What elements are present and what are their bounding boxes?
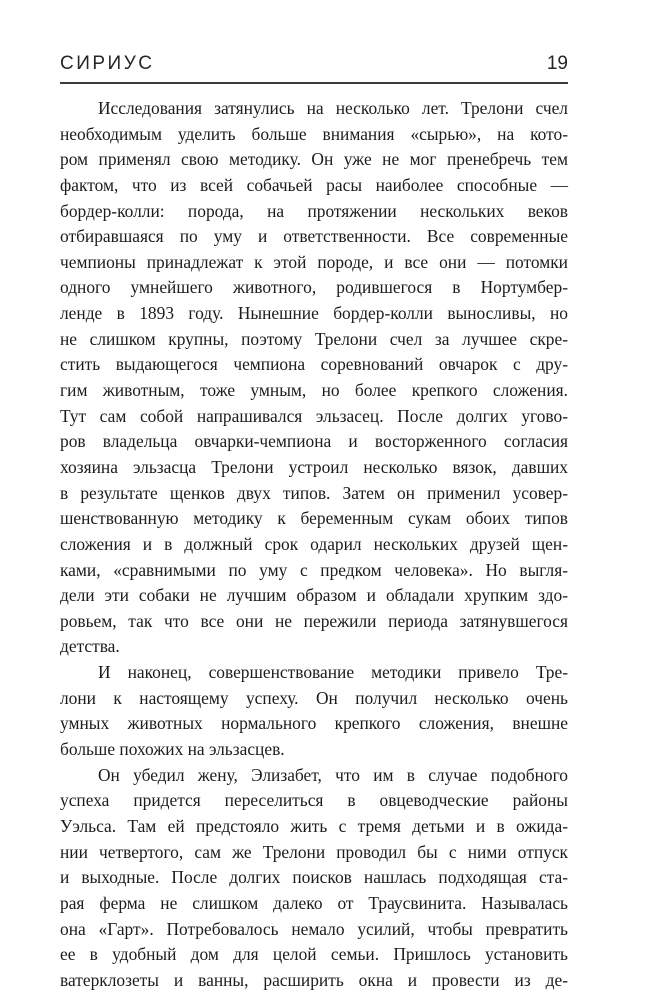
text-line: Исследования затянулись на несколько лет. Трелони счел (98, 98, 568, 118)
text-line: отбиравшаяся по уму и ответственности. Все современные (60, 226, 568, 247)
text-line: Тут сам собой напрашивался эльзасец. После долгих угово- (60, 405, 568, 426)
page-body-text (60, 96, 568, 993)
text-line: в результате щенков двух типов. Затем он применил усовер- (60, 482, 568, 503)
text-line: фактом, что из всей собачьей расы наиболее способные — (60, 174, 568, 195)
text-line: шенствованную методику к беременным сукам обоих типов (60, 508, 568, 529)
paragraph (60, 763, 568, 994)
running-header (60, 42, 568, 84)
text-line: не слишком крупны, поэтому Трелони счел за лучшее скре- (60, 328, 568, 349)
text-line: ками, «сравнимыми по уму с предком человека». Но выгля- (60, 559, 568, 580)
text-line: и выходные. После долгих поисков нашлась подходящая ста- (60, 867, 568, 888)
text-line: ров владельца овчарки-чемпиона и восторженного согласия (60, 431, 568, 452)
text-line: гим животным, тоже умным, но более крепкого сложения. (60, 380, 568, 401)
text-line: успеха придется переселиться в овцеводческие районы (60, 790, 568, 811)
text-line: ром применял свою методику. Он уже не мог пренебречь тем (60, 149, 568, 170)
text-line: И наконец, совершенствование методики привело Тре- (98, 662, 568, 683)
text-line: больше похожих на эльзасцев. (60, 739, 285, 760)
text-line: Уэльса. Там ей предстояло жить с тремя детьми и в ожида- (60, 815, 568, 836)
text-line: детства. (60, 636, 120, 657)
text-line: ровьем, так что все они не пережили периода затянувшегося (60, 610, 568, 631)
text-line: чемпионы принадлежат к этой породе, и все они — потомки (60, 251, 568, 272)
text-line: дели эти собаки не лучшим образом и обладали хрупким здо- (60, 585, 568, 606)
text-line: необходимым уделить больше внимания «сырью», на кото- (60, 123, 568, 144)
text-line: умных животных нормального крепкого сложения, внешне (60, 713, 568, 734)
text-line: стить выдающегося чемпиона соревнований овчарок с дру- (60, 354, 568, 375)
text-line: одного умнейшего животного, родившегося в Нортумбер- (60, 277, 568, 298)
running-header-title: СИРИУС (60, 53, 155, 74)
text-line: бордер-колли: порода, на протяжении нескольких веков (60, 200, 568, 221)
text-line: нии четвертого, сам же Трелони проводил бы с ними отпуск (60, 841, 568, 862)
text-line: ленде в 1893 году. Нынешние бордер-колли выносливы, но (60, 303, 568, 324)
text-line: рая ферма не слишком далеко от Траусвинита. Называлась (60, 892, 568, 913)
page-number: 19 (546, 53, 568, 74)
paragraph (60, 660, 568, 763)
text-line: сложения и в должный срок одарил нескольких друзей щен- (60, 533, 568, 554)
text-line: она «Гарт». Потребовалось немало усилий, чтобы превратить (60, 918, 568, 939)
text-line: лони к настоящему успеху. Он получил несколько очень (60, 687, 568, 708)
text-line: хозяина эльзасца Трелони устроил несколько вязок, давших (60, 456, 568, 477)
text-line: ватерклозеты и ванны, расширить окна и провести из де- (60, 969, 568, 990)
paragraph (60, 96, 568, 660)
text-line: ее в удобный дом для целой семьи. Пришлось установить (60, 944, 568, 965)
text-line: Он убедил жену, Элизабет, что им в случае подобного (98, 764, 568, 785)
